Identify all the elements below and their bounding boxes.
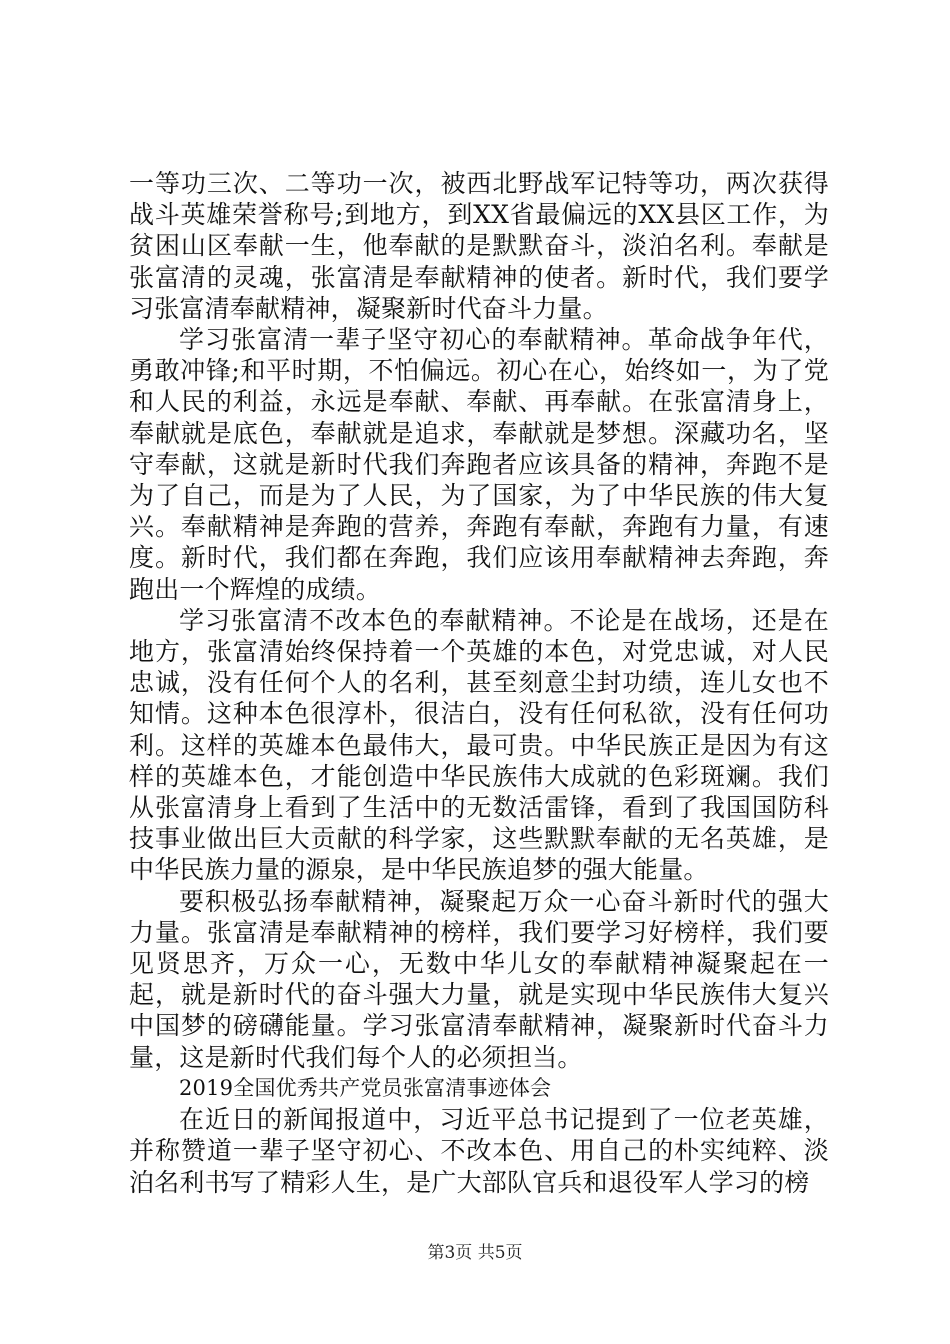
paragraph-continuation: 一等功三次、二等功一次，被西北野战军记特等功，两次获得战斗英雄荣誉称号;到地方，到XX省最偏远的XX县区工作，为贫困山区奉献一生，他奉献的是默默奋斗，淡泊名利。奉献是张富清的灵魂，张富清是奉献精神的使者。新时代，我们要学习张富清奉献精神，凝聚新时代奋斗力量。 <box>129 169 829 323</box>
paragraph-news-report: 在近日的新闻报道中，习近平总书记提到了一位老英雄，并称赞道一辈子坚守初心、不改本色、用自己的朴实纯粹、淡泊名利书写了精彩人生，是广大部队官兵和退役军人学习的榜 <box>129 1105 829 1197</box>
page-number-footer: 第3页 共5页 <box>427 1243 523 1263</box>
document-body <box>129 168 829 1198</box>
paragraph-true-color: 学习张富清不改本色的奉献精神。不论是在战场，还是在地方，张富清始终保持着一个英雄的本色，对党忠诚，对人民忠诚，没有任何个人的名利，甚至刻意尘封功绩，连儿女也不知情。这种本色很淳朴，很洁白，没有任何私欲，没有任何功利。这样的英雄本色最伟大，最可贵。中华民族正是因为有这样的英雄本色，才能创造中华民族伟大成就的色彩斑斓。我们从张富清身上看到了生活中的无数活雷锋，看到了我国国防科技事业做出巨大贡献的科学家，这些默默奉献的无名英雄，是中华民族力量的源泉，是中华民族追梦的强大能量。 <box>129 605 829 885</box>
section-heading: 2019全国优秀共产党员张富清事迹体会 <box>179 1075 552 1100</box>
paragraph-promote-spirit: 要积极弘扬奉献精神，凝聚起万众一心奋斗新时代的强大力量。张富清是奉献精神的榜样，我们要学习好榜样，我们要见贤思齐，万众一心，无数中华儿女的奉献精神凝聚起在一起，就是新时代的奋斗强大力量，就是实现中华民族伟大复兴中国梦的磅礴能量。学习张富清奉献精神，凝聚新时代奋斗力量，这是新时代我们每个人的必须担当。 <box>129 886 829 1072</box>
paragraph-initial-heart: 学习张富清一辈子坚守初心的奉献精神。革命战争年代，勇敢冲锋;和平时期，不怕偏远。初心在心，始终如一，为了党和人民的利益，永远是奉献、奉献、再奉献。在张富清身上，奉献就是底色，奉献就是追求，奉献就是梦想。深藏功名，坚守奉献，这就是新时代我们奔跑者应该具备的精神，奔跑不是为了自己，而是为了人民，为了国家，为了中华民族的伟大复兴。奉献精神是奔跑的营养，奔跑有奉献，奔跑有力量，有速度。新时代，我们都在奔跑，我们应该用奉献精神去奔跑，奔跑出一个辉煌的成绩。 <box>129 325 829 604</box>
